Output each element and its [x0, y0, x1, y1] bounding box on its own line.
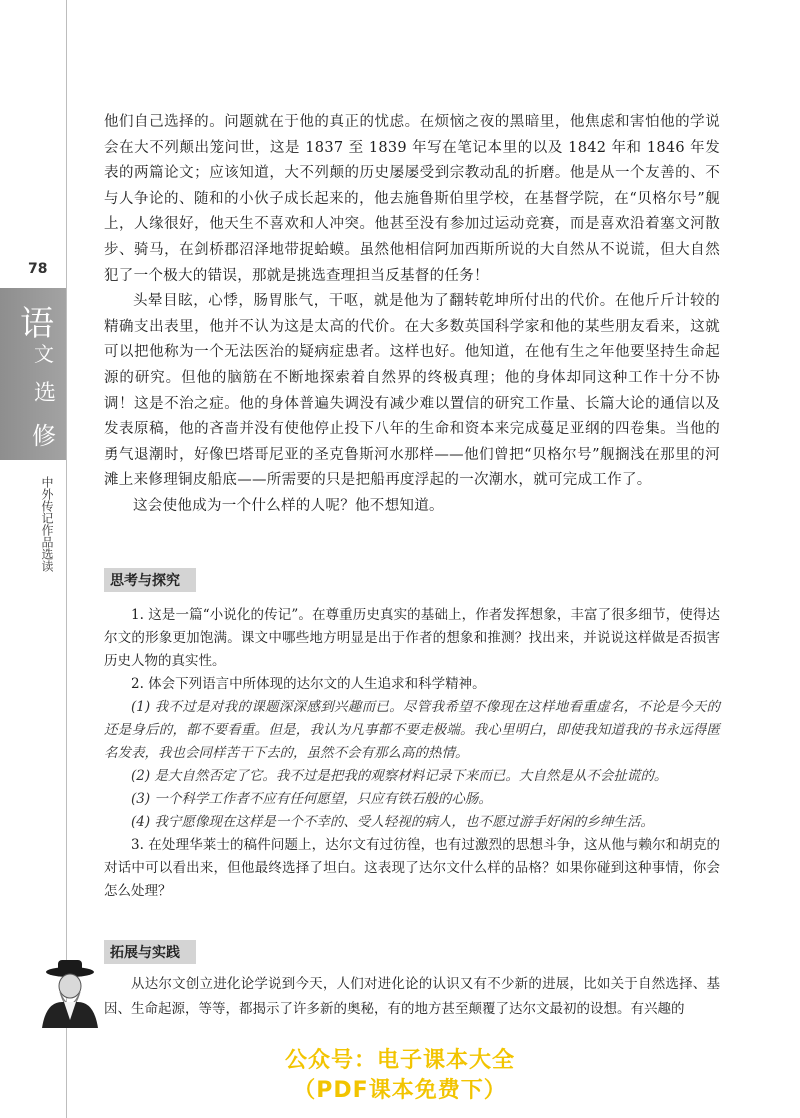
section-title: 拓展与实践: [104, 940, 196, 964]
section-heading-practice: [104, 940, 196, 964]
body-paragraph: 这会使他成为一个什么样的人呢？他不想知道。: [133, 497, 444, 514]
margin-rule: [66, 0, 67, 1118]
section-title: 思考与探究: [104, 568, 196, 592]
side-tab-char-1: 语: [20, 304, 54, 344]
side-tab-char-2: 文: [34, 342, 54, 366]
volume-side-tab: [0, 288, 66, 460]
darwin-portrait-icon: [36, 958, 102, 1028]
book-subtitle: 中外传记作品选读: [40, 476, 54, 572]
quote-1: (1) 我不过是对我的课题深深感到兴趣而已。尽管我希望不像现在这样地看重虚名，不论是今天的还是身后的，都不要看重。但是，我认为凡事都不要走极端。我心里明白，即使我知道我的书永远得匿名发表，我也会同样苦干下去的，虽然不会有那么高的热情。: [104, 699, 720, 761]
quote-3: (3) 一个科学工作者不应有任何愿望，只应有铁石般的心肠。: [131, 791, 492, 807]
question-1: 1. 这是一篇“小说化的传记”。在尊重历史真实的基础上，作者发挥想象，丰富了很多细节，使得达尔文的形象更加饱满。课文中哪些地方明显是出于作者的想象和推测？找出来，并说说这样做是否损害历史人物的真实性。: [104, 607, 720, 669]
watermark-line-1: 公众号：电子课本大全: [284, 1048, 515, 1073]
body-paragraph: 头晕目眩，心悸，肠胃胀气，干呕，就是他为了翻转乾坤所付出的代价。在他斤斤计较的精确支出表里，他并不认为这是太高的代价。在大多数英国科学家和他的某些朋友看来，这就可以把他称为一个无法医治的疑病症患者。这样也好。他知道，在他有生之年他要坚持生命起源的研究。但他的脑筋在不断地探索着自然界的终极真理；他的身体却同这种工作十分不协调！这是不治之症。他的身体普遍失调没有减少难以置信的研究工作量、长篇大论的通信以及发表原稿，他的吝啬并没有使他停止投下八年的生命和资本来完成蔓足亚纲的四卷集。当他的勇气退潮时，好像巴塔哥尼亚的圣克鲁斯河水那样——他们曾把“贝格尔号”舰搁浅在那里的河滩上来修理铜皮船底——所需要的只是把船再度浮起的一次潮水，就可完成工作了。: [104, 293, 720, 489]
practice-paragraph: 从达尔文创立进化论学说到今天，人们对进化论的认识又有不少新的进展，比如关于自然选择、基因、生命起源，等等，都揭示了许多新的奥秘，有的地方甚至颠覆了达尔文最初的设想。有兴趣的: [104, 976, 720, 1017]
question-3: 3. 在处理华莱士的稿件问题上，达尔文有过彷徨，也有过激烈的思想斗争，这从他与赖尔和胡克的对话中可以看出来，但他最终选择了坦白。这表现了达尔文什么样的品格？如果你碰到这种事情，你会怎么处理？: [104, 837, 720, 899]
side-tab-char-3: 选: [34, 381, 57, 406]
section-heading-think: [104, 568, 196, 592]
watermark: [0, 1046, 800, 1106]
watermark-line-2: （PDF课本免费下）: [293, 1078, 507, 1103]
questions-block: [104, 604, 720, 903]
practice-text: [104, 972, 720, 1022]
page-number: 78: [28, 261, 48, 277]
body-paragraph: 他们自己选择的。问题就在于他的真正的忧虑。在烦恼之夜的黑暗里，他焦虑和害怕他的学说会在大不列颠出笼问世，这是 1837 至 1839 年写在笔记本里的以及 1842 年和 1846 年发表的两篇论文；应该知道，大不列颠的历史屡屡受到宗教动乱的折磨。他是从一个友善的、不与人争论的、随和的小伙子成长起来的，他去施鲁斯伯里学校，在基督学院，在“贝格尔号”舰上，人缘很好，他天生不喜欢和人冲突。他甚至没有参加过运动竞赛，而是喜欢沿着塞文河散步、骑马，在剑桥郡沼泽地带捉蛤蟆。虽然他相信阿加西斯所说的大自然从不说谎，但大自然犯了一个极大的错误，那就是挑选查理担当反基督的任务！: [104, 114, 720, 284]
quote-2: (2) 是大自然否定了它。我不过是把我的观察材料记录下来而已。大自然是从不会扯谎的。: [131, 768, 668, 784]
side-tab-char-4: 修: [32, 422, 56, 450]
quote-4: (4) 我宁愿像现在这样是一个不幸的、受人轻视的病人，也不愿过游手好闲的乡绅生活。: [131, 814, 654, 830]
question-2: 2. 体会下列语言中所体现的达尔文的人生追求和科学精神。: [131, 676, 486, 692]
body-text: [104, 110, 720, 520]
